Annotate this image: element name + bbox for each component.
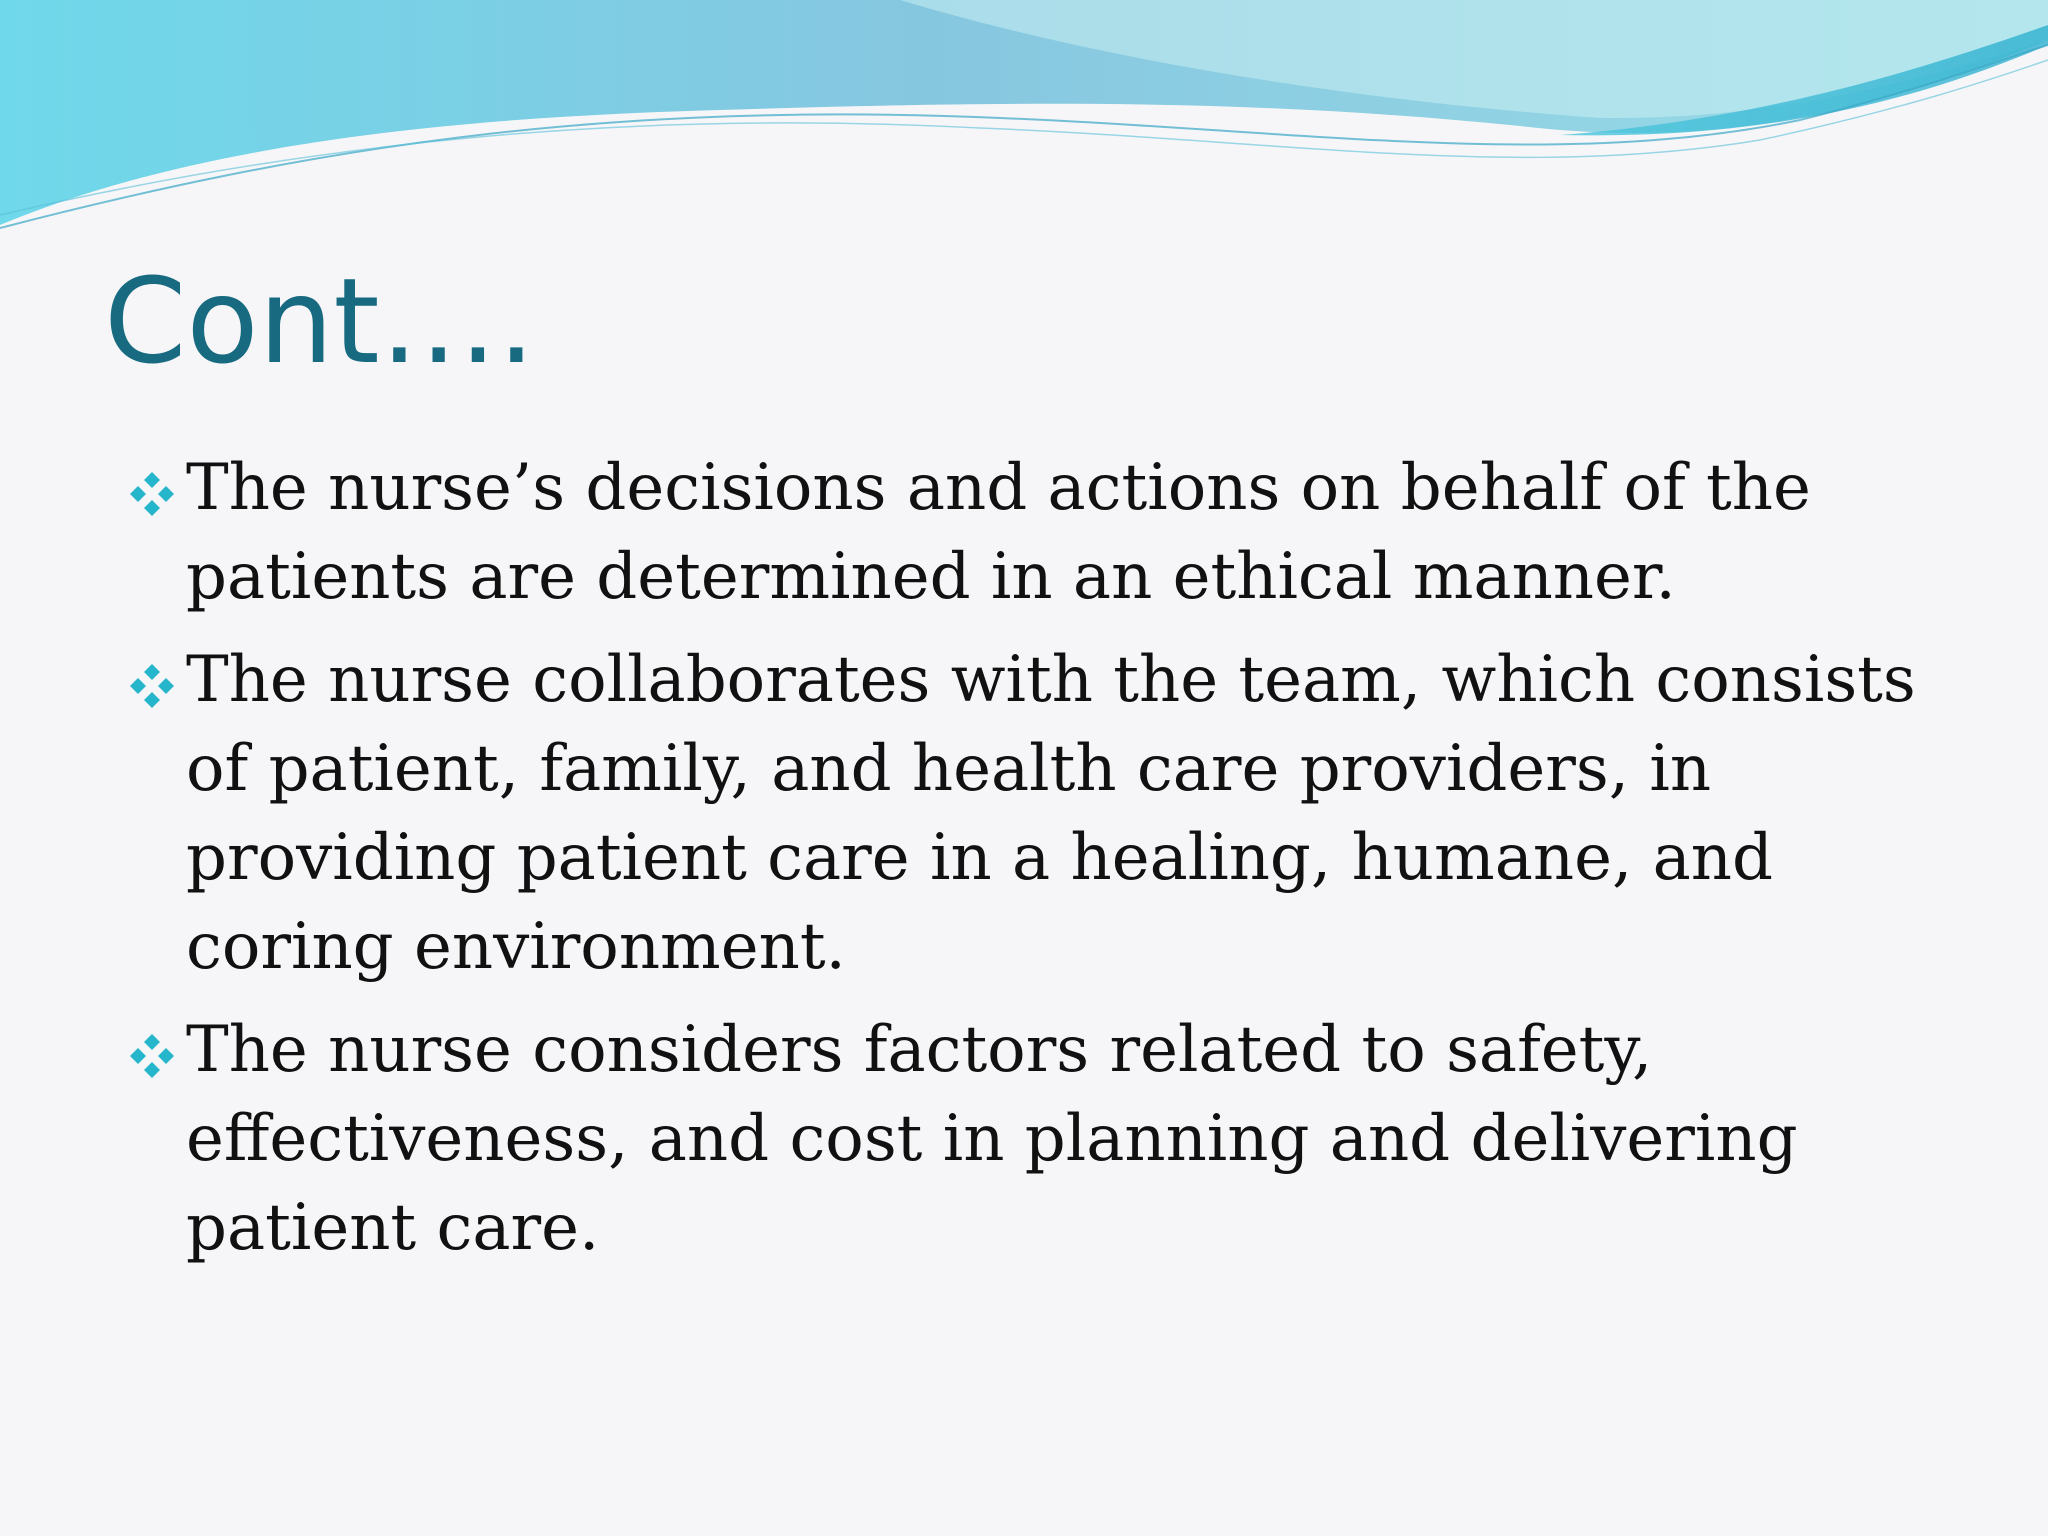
bullet-list: [126, 444, 1966, 1287]
four-diamond-bullet-icon: [128, 470, 176, 518]
bullet-text: The nurse considers factors related to safety, effectiveness, and cost in planning and delivering patient care.: [186, 1013, 1798, 1265]
four-diamond-bullet-icon: [128, 1032, 176, 1080]
bullet-text: The nurse’s decisions and actions on behalf of the patients are determined in an ethical manner.: [186, 451, 1811, 614]
slide-title: Cont….: [104, 252, 536, 390]
bullet-item: [126, 636, 1966, 992]
header-wave-decoration: [0, 0, 2048, 240]
bullet-item: [126, 1006, 1966, 1273]
bullet-item: [126, 444, 1966, 622]
bullet-text: The nurse collaborates with the team, which consists of patient, family, and health care providers, in providing patient care in a healing, humane, and coring environment.: [186, 643, 1916, 984]
four-diamond-bullet-icon: [128, 662, 176, 710]
